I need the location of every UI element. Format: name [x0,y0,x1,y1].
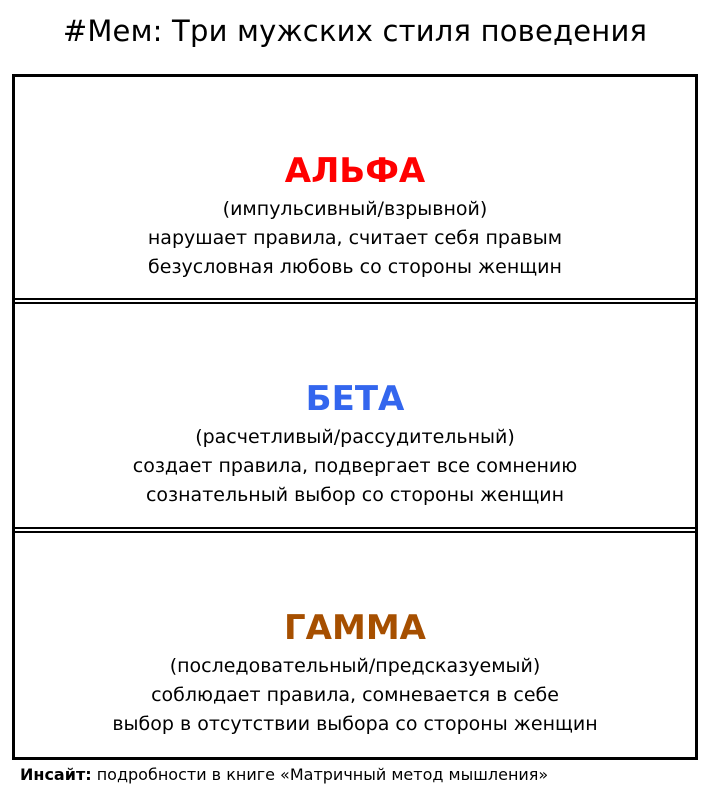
divider-1 [15,298,695,304]
styles-frame [12,74,698,760]
gamma-women-line: выбор в отсутствии выбора со стороны женщин [112,713,598,735]
alpha-rule-line: нарушает правила, считает себя правым [147,227,563,249]
beta-heading: БЕТА [305,379,405,419]
gamma-panel [15,535,695,757]
gamma-heading: ГАММА [284,608,426,648]
beta-women-line: сознательный выбор со стороны женщин [145,484,565,506]
footer-note [20,764,548,786]
footer-text: подробности в книге «Матричный метод мышления» [91,765,549,784]
divider-2 [15,527,695,533]
alpha-panel [15,77,695,299]
alpha-descriptor: (импульсивный/взрывной) [222,198,488,220]
alpha-heading: АЛЬФА [284,151,426,191]
beta-panel [15,305,695,529]
gamma-descriptor: (последовательный/предсказуемый) [169,655,541,677]
beta-descriptor: (расчетливый/рассудительный) [195,426,515,448]
page-title: #Мем: Три мужских стиля поведения [62,14,648,48]
beta-rule-line: создает правила, подвергает все сомнению [132,455,578,477]
gamma-rule-line: соблюдает правила, сомневается в себе [151,684,559,706]
footer-label: Инсайт: [20,765,92,784]
alpha-women-line: безусловная любовь со стороны женщин [148,256,562,278]
